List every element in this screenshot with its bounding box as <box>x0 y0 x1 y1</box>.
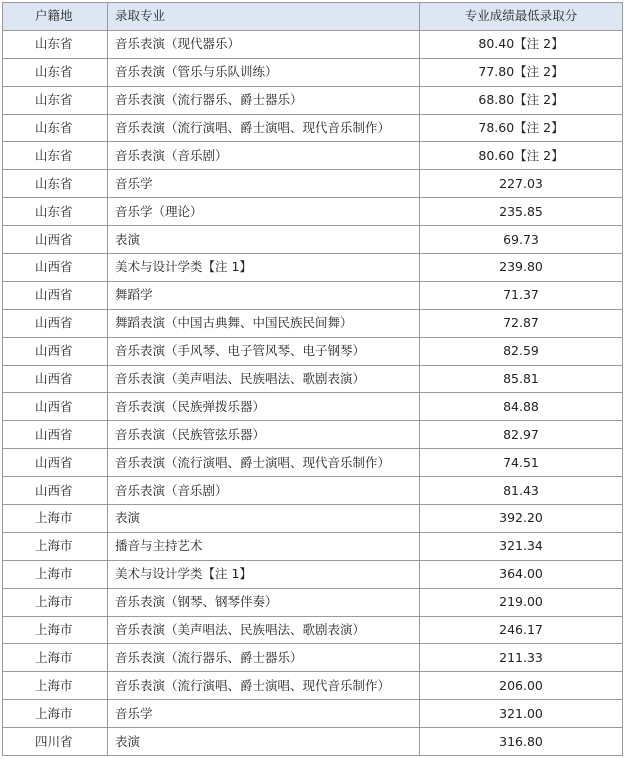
table-row <box>3 86 623 114</box>
table-row <box>3 281 623 309</box>
cell-score: 84.88 <box>420 393 623 421</box>
table-row <box>3 505 623 533</box>
cell-score: 80.40【注 2】 <box>420 30 623 58</box>
cell-hukou: 上海市 <box>3 644 108 672</box>
cell-hukou: 山西省 <box>3 254 108 282</box>
cell-hukou: 山西省 <box>3 281 108 309</box>
cell-major: 音乐表演（管乐与乐队训练） <box>108 58 420 86</box>
cell-score: 82.59 <box>420 337 623 365</box>
table-row <box>3 365 623 393</box>
cell-major: 音乐表演（流行演唱、爵士演唱、现代音乐制作） <box>108 449 420 477</box>
cell-hukou: 上海市 <box>3 616 108 644</box>
table-row <box>3 170 623 198</box>
cell-hukou: 山西省 <box>3 421 108 449</box>
cell-score: 82.97 <box>420 421 623 449</box>
cell-major: 音乐表演（民族弹拨乐器） <box>108 393 420 421</box>
cell-score: 239.80 <box>420 254 623 282</box>
cell-major: 音乐学 <box>108 700 420 728</box>
cell-score: 392.20 <box>420 505 623 533</box>
cell-hukou: 山东省 <box>3 198 108 226</box>
cell-score: 227.03 <box>420 170 623 198</box>
cell-hukou: 上海市 <box>3 560 108 588</box>
cell-score: 219.00 <box>420 588 623 616</box>
cell-major: 音乐学（理论） <box>108 198 420 226</box>
table-row <box>3 142 623 170</box>
cell-major: 音乐表演（流行器乐、爵士器乐） <box>108 644 420 672</box>
table-row <box>3 560 623 588</box>
cell-hukou: 山东省 <box>3 142 108 170</box>
cell-major: 音乐表演（流行演唱、爵士演唱、现代音乐制作） <box>108 114 420 142</box>
cell-hukou: 四川省 <box>3 728 108 756</box>
cell-score: 235.85 <box>420 198 623 226</box>
cell-major: 音乐学 <box>108 170 420 198</box>
admission-score-table-container <box>2 2 622 756</box>
cell-major: 表演 <box>108 728 420 756</box>
header-major: 录取专业 <box>108 3 420 31</box>
table-row <box>3 114 623 142</box>
cell-score: 85.81 <box>420 365 623 393</box>
table-row <box>3 532 623 560</box>
cell-hukou: 上海市 <box>3 588 108 616</box>
cell-hukou: 上海市 <box>3 532 108 560</box>
cell-score: 78.60【注 2】 <box>420 114 623 142</box>
cell-hukou: 山西省 <box>3 393 108 421</box>
cell-major: 表演 <box>108 505 420 533</box>
cell-major: 音乐表演（音乐剧） <box>108 142 420 170</box>
header-row <box>3 3 623 31</box>
table-row <box>3 477 623 505</box>
cell-major: 美术与设计学类【注 1】 <box>108 254 420 282</box>
cell-hukou: 山西省 <box>3 477 108 505</box>
cell-hukou: 上海市 <box>3 700 108 728</box>
table-row <box>3 30 623 58</box>
header-hukou: 户籍地 <box>3 3 108 31</box>
cell-hukou: 山东省 <box>3 30 108 58</box>
cell-hukou: 山西省 <box>3 309 108 337</box>
table-row <box>3 393 623 421</box>
cell-hukou: 上海市 <box>3 505 108 533</box>
cell-major: 音乐表演（音乐剧） <box>108 477 420 505</box>
cell-score: 68.80【注 2】 <box>420 86 623 114</box>
cell-major: 音乐表演（现代器乐） <box>108 30 420 58</box>
table-row <box>3 588 623 616</box>
cell-major: 音乐表演（手风琴、电子管风琴、电子钢琴） <box>108 337 420 365</box>
table-header <box>3 3 623 31</box>
table-row <box>3 198 623 226</box>
cell-major: 美术与设计学类【注 1】 <box>108 560 420 588</box>
cell-hukou: 山西省 <box>3 226 108 254</box>
cell-score: 316.80 <box>420 728 623 756</box>
cell-major: 播音与主持艺术 <box>108 532 420 560</box>
table-body <box>3 30 623 755</box>
cell-score: 246.17 <box>420 616 623 644</box>
cell-major: 表演 <box>108 226 420 254</box>
cell-hukou: 山东省 <box>3 86 108 114</box>
cell-major: 音乐表演（民族管弦乐器） <box>108 421 420 449</box>
cell-major: 音乐表演（流行器乐、爵士器乐） <box>108 86 420 114</box>
table-row <box>3 700 623 728</box>
table-row <box>3 337 623 365</box>
table-row <box>3 58 623 86</box>
cell-hukou: 山东省 <box>3 170 108 198</box>
cell-hukou: 山东省 <box>3 114 108 142</box>
admission-score-table <box>2 2 623 756</box>
cell-score: 321.00 <box>420 700 623 728</box>
cell-score: 77.80【注 2】 <box>420 58 623 86</box>
table-row <box>3 616 623 644</box>
table-row <box>3 449 623 477</box>
cell-major: 音乐表演（流行演唱、爵士演唱、现代音乐制作） <box>108 672 420 700</box>
cell-score: 71.37 <box>420 281 623 309</box>
cell-hukou: 山西省 <box>3 337 108 365</box>
cell-major: 舞蹈学 <box>108 281 420 309</box>
table-row <box>3 644 623 672</box>
table-row <box>3 309 623 337</box>
cell-score: 74.51 <box>420 449 623 477</box>
cell-score: 321.34 <box>420 532 623 560</box>
cell-hukou: 山东省 <box>3 58 108 86</box>
cell-major: 音乐表演（美声唱法、民族唱法、歌剧表演） <box>108 616 420 644</box>
cell-score: 80.60【注 2】 <box>420 142 623 170</box>
table-row <box>3 254 623 282</box>
cell-hukou: 上海市 <box>3 672 108 700</box>
table-row <box>3 672 623 700</box>
cell-major: 舞蹈表演（中国古典舞、中国民族民间舞） <box>108 309 420 337</box>
table-row <box>3 421 623 449</box>
table-row <box>3 728 623 756</box>
cell-score: 211.33 <box>420 644 623 672</box>
cell-hukou: 山西省 <box>3 449 108 477</box>
cell-score: 72.87 <box>420 309 623 337</box>
header-score: 专业成绩最低录取分 <box>420 3 623 31</box>
cell-major: 音乐表演（美声唱法、民族唱法、歌剧表演） <box>108 365 420 393</box>
cell-score: 69.73 <box>420 226 623 254</box>
cell-hukou: 山西省 <box>3 365 108 393</box>
cell-score: 206.00 <box>420 672 623 700</box>
table-row <box>3 226 623 254</box>
cell-score: 81.43 <box>420 477 623 505</box>
cell-score: 364.00 <box>420 560 623 588</box>
cell-major: 音乐表演（钢琴、钢琴伴奏） <box>108 588 420 616</box>
